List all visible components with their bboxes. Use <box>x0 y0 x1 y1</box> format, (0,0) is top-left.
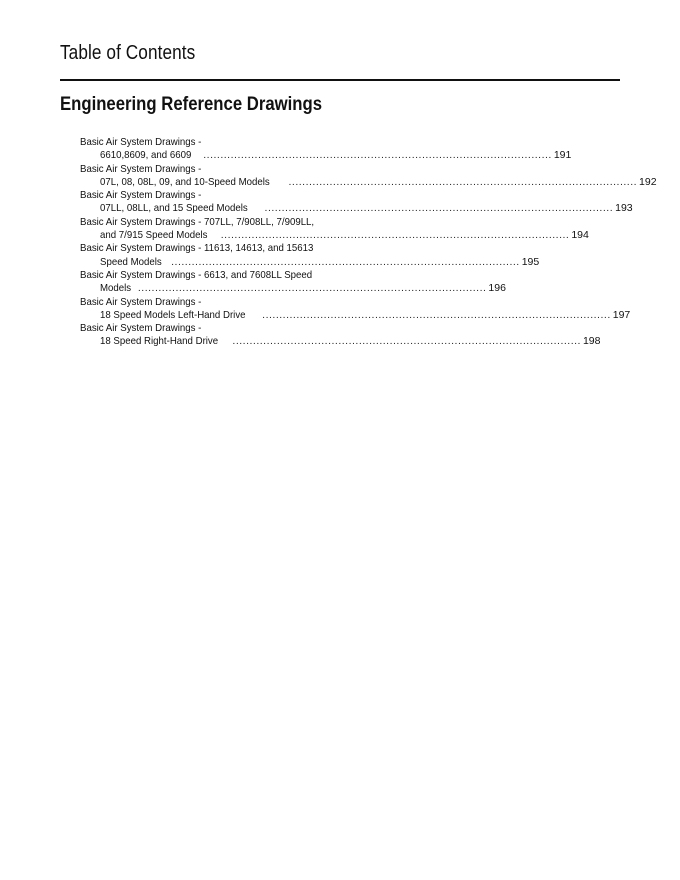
toc-entry-title: Basic Air System Drawings - <box>80 136 202 148</box>
toc-leader-dots: ...................................................................................................... <box>288 175 638 188</box>
toc-leader-dots: ...................................................................................................... <box>203 149 552 162</box>
header-divider <box>60 79 620 81</box>
header-title: Table of Contents <box>60 42 196 64</box>
toc-entry[interactable] <box>80 189 633 216</box>
toc-leader-dots: ...................................................................................................... <box>171 255 520 268</box>
toc-entry-subtitle: 18 Speed Models Left-Hand Drive <box>100 308 246 321</box>
toc-entry-title: Basic Air System Drawings - 11613, 14613, and 15613 <box>80 242 314 255</box>
section-title: Engineering Reference Drawings <box>60 94 323 115</box>
toc-entry[interactable] <box>80 215 589 243</box>
toc-page-number: 198 <box>582 335 601 348</box>
toc-entry-subtitle: 07L, 08, 08L, 09, and 10-Speed Models <box>100 175 270 188</box>
toc-page-number: 196 <box>488 282 506 295</box>
toc-leader-dots: ...................................................................................................... <box>262 308 611 321</box>
toc-entry-subtitle: 6610,8609, and 6609 <box>100 149 192 162</box>
toc-page-number: 194 <box>571 229 589 242</box>
toc-entry[interactable] <box>80 295 631 323</box>
toc-page-number: 191 <box>553 149 572 162</box>
toc-entry-subtitle: 18 Speed Right-Hand Drive <box>100 335 219 348</box>
toc-page-number: 195 <box>521 255 540 268</box>
toc-page-number: 192 <box>639 175 657 188</box>
toc-entry-subtitle: Speed Models <box>100 255 162 268</box>
toc-entry-title: Basic Air System Drawings - <box>80 162 202 175</box>
toc-entry-title: Basic Air System Drawings - 707LL, 7/908LL, 7/909LL, <box>80 215 315 228</box>
toc-page-number: 193 <box>615 202 633 215</box>
toc-entry-title: Basic Air System Drawings - <box>80 322 202 335</box>
page-header <box>60 42 620 65</box>
toc-entry-title: Basic Air System Drawings - <box>80 189 202 202</box>
toc-leader-dots: ...................................................................................................... <box>220 229 570 242</box>
toc-leader-dots: ...................................................................................................... <box>137 282 487 295</box>
toc-entry[interactable] <box>80 268 506 296</box>
toc-entry[interactable] <box>80 162 657 190</box>
toc-entry[interactable] <box>80 322 601 349</box>
toc-entry-subtitle: Models <box>100 282 132 295</box>
toc-entry[interactable] <box>80 242 540 269</box>
toc-entry-title: Basic Air System Drawings - 6613, and 7608LL Speed <box>80 268 313 281</box>
toc-leader-dots: ...................................................................................................... <box>264 202 614 215</box>
toc-page-number: 197 <box>612 308 631 321</box>
table-of-contents <box>80 136 657 349</box>
toc-entry-subtitle: 07LL, 08LL, and 15 Speed Models <box>100 202 248 215</box>
toc-entry[interactable] <box>80 136 572 163</box>
toc-entry-subtitle: and 7/915 Speed Models <box>100 229 208 242</box>
toc-leader-dots: ...................................................................................................... <box>232 335 581 348</box>
toc-entry-title: Basic Air System Drawings - <box>80 295 202 308</box>
